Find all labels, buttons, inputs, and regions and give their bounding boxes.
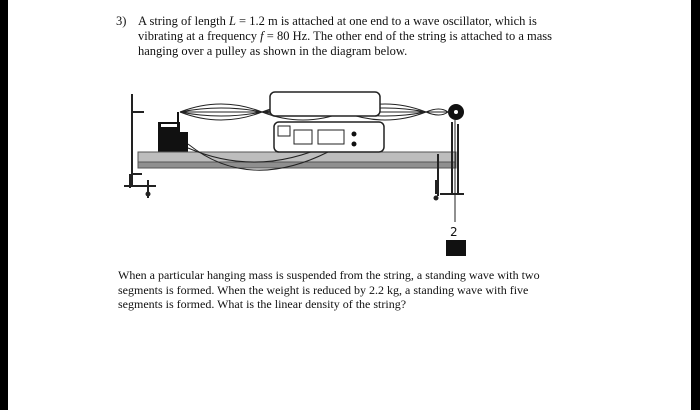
hanging-mass-label: 2: [450, 225, 458, 239]
problem-line-1: A string of length L = 1.2 m is attached at one end to a wave oscillator, which is: [138, 14, 537, 28]
problem-line-2: vibrating at a frequency f = 80 Hz. The other end of the string is attached to a mass: [138, 29, 552, 43]
apparatus-diagram: [118, 82, 498, 264]
hanging-mass: [446, 120, 466, 256]
function-generator: [270, 92, 384, 152]
problem-number: 3): [116, 14, 127, 28]
table-board: [138, 152, 464, 201]
wave-oscillator: [158, 112, 188, 152]
document-page: [8, 0, 691, 410]
followup-line-3: segments is formed. What is the linear density of the string?: [118, 297, 407, 311]
left-clamp-stand: [124, 94, 156, 198]
problem-statement: [118, 14, 588, 59]
problem-line-3: hanging over a pulley as shown in the diagram below.: [138, 44, 408, 58]
followup-line-2: segments is formed. When the weight is reduced by 2.2 kg, a standing wave with five: [118, 282, 529, 297]
follow-up-question: [118, 268, 608, 312]
followup-line-1: When a particular hanging mass is suspended from the string, a standing wave with two: [118, 268, 540, 282]
pulley: [448, 104, 464, 194]
